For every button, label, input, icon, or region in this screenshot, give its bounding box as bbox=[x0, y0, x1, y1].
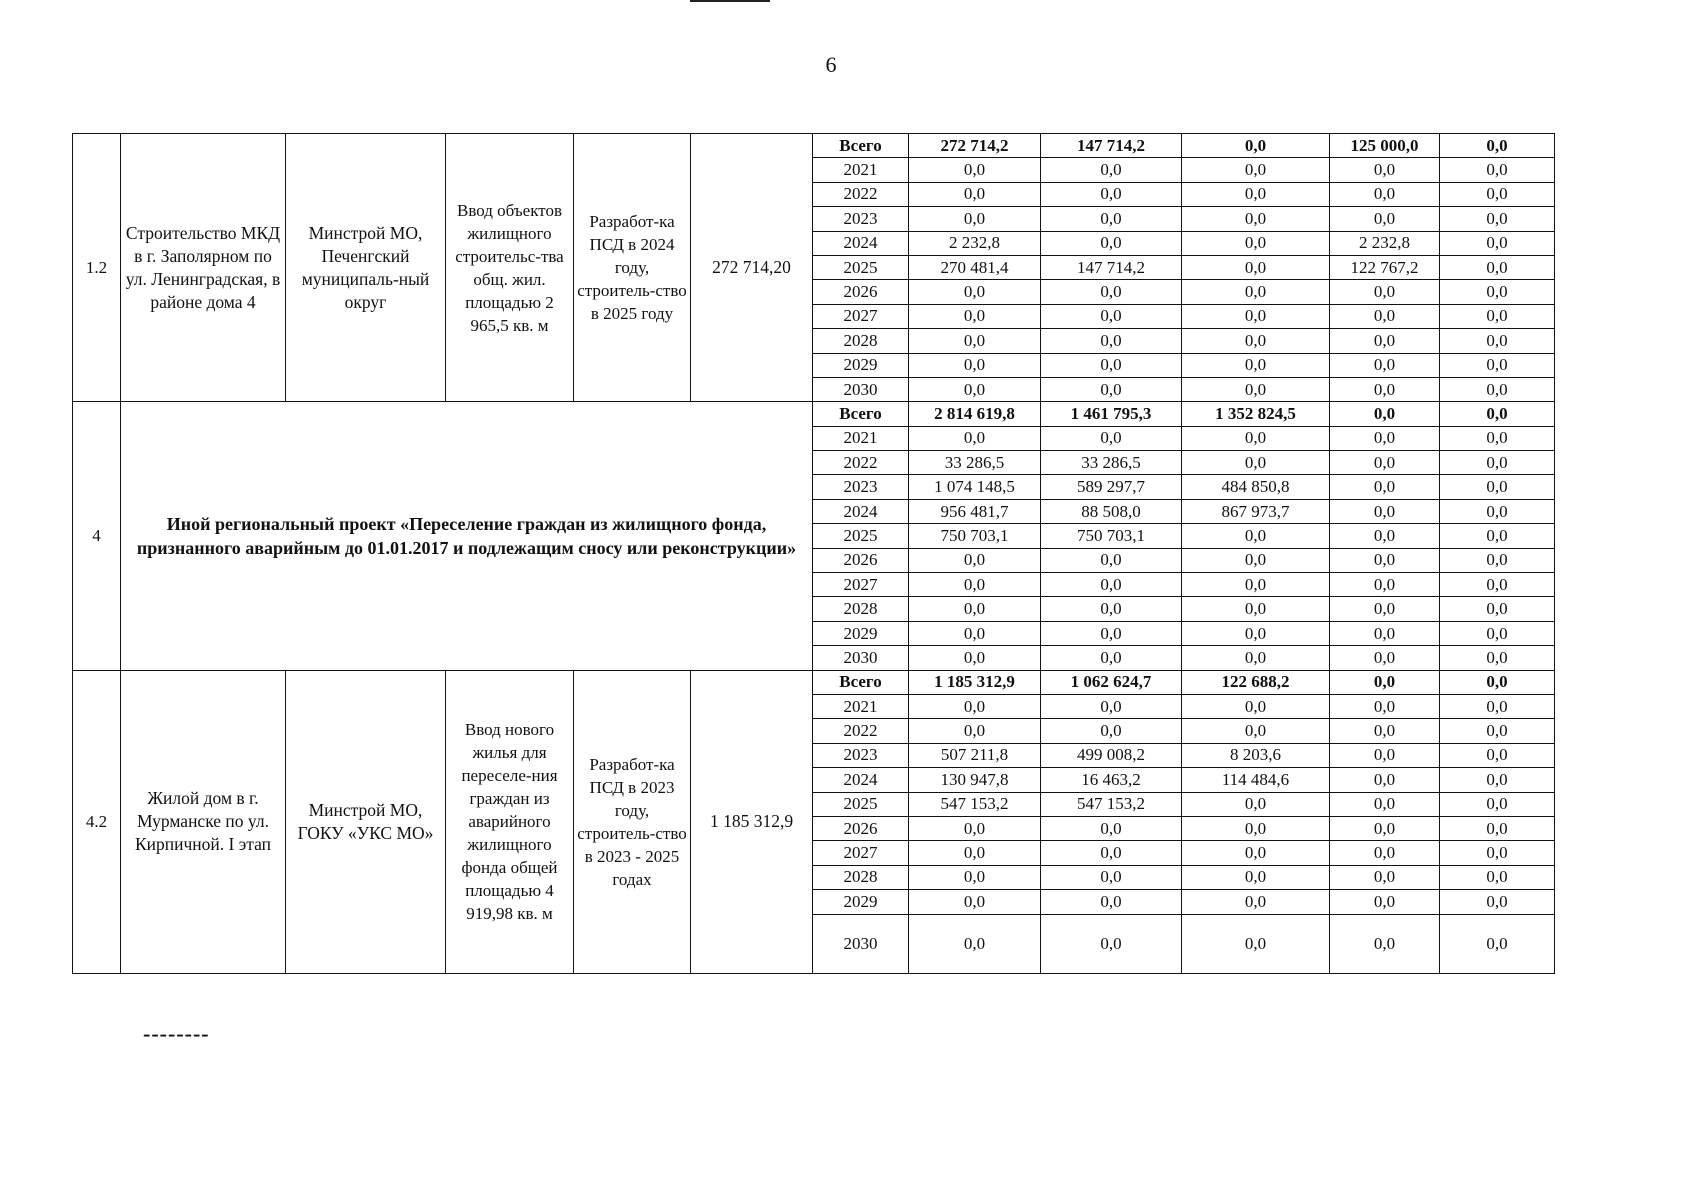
year-cell: 2028 bbox=[813, 597, 909, 621]
timing: Разработ-ка ПСД в 2023 году, строитель-ство в 2023 - 2025 годах bbox=[574, 670, 691, 973]
finance-value: 0,0 bbox=[909, 377, 1041, 401]
finance-value: 0,0 bbox=[1440, 451, 1555, 475]
page-number: 6 bbox=[825, 52, 837, 77]
year-cell: 2021 bbox=[813, 694, 909, 718]
program-table bbox=[72, 133, 1555, 974]
finance-value: 270 481,4 bbox=[909, 255, 1041, 279]
finance-value: 0,0 bbox=[1041, 280, 1182, 304]
finance-value: 0,0 bbox=[1182, 377, 1330, 401]
finance-value: 0,0 bbox=[1440, 134, 1555, 158]
finance-value: 0,0 bbox=[1330, 158, 1440, 182]
finance-value: 0,0 bbox=[909, 207, 1041, 231]
finance-value: 0,0 bbox=[1330, 841, 1440, 865]
finance-value: 1 074 148,5 bbox=[909, 475, 1041, 499]
finance-value: 0,0 bbox=[1440, 621, 1555, 645]
finance-value: 0,0 bbox=[1440, 743, 1555, 767]
finance-value: 0,0 bbox=[1182, 207, 1330, 231]
finance-value: 0,0 bbox=[1330, 743, 1440, 767]
finance-value: 0,0 bbox=[1330, 207, 1440, 231]
finance-value: 547 153,2 bbox=[909, 792, 1041, 816]
finance-value: 0,0 bbox=[1182, 451, 1330, 475]
finance-value: 122 767,2 bbox=[1330, 255, 1440, 279]
finance-value: 0,0 bbox=[909, 548, 1041, 572]
finance-value: 0,0 bbox=[1041, 646, 1182, 670]
finance-value: 0,0 bbox=[1330, 280, 1440, 304]
finance-value: 0,0 bbox=[1330, 914, 1440, 973]
finance-value: 2 814 619,8 bbox=[909, 402, 1041, 426]
finance-value: 0,0 bbox=[909, 280, 1041, 304]
table-row bbox=[73, 402, 1555, 426]
finance-value: 0,0 bbox=[1330, 377, 1440, 401]
finance-value: 0,0 bbox=[909, 597, 1041, 621]
year-cell: 2021 bbox=[813, 426, 909, 450]
finance-value: 0,0 bbox=[1041, 426, 1182, 450]
finance-value: 0,0 bbox=[1440, 402, 1555, 426]
finance-value: 0,0 bbox=[1041, 377, 1182, 401]
finance-value: 0,0 bbox=[1182, 621, 1330, 645]
finance-value: 0,0 bbox=[1182, 914, 1330, 973]
finance-value: 0,0 bbox=[909, 841, 1041, 865]
finance-value: 114 484,6 bbox=[1182, 768, 1330, 792]
finance-value: 0,0 bbox=[1330, 304, 1440, 328]
finance-value: 589 297,7 bbox=[1041, 475, 1182, 499]
finance-value: 0,0 bbox=[1440, 816, 1555, 840]
finance-value: 0,0 bbox=[909, 304, 1041, 328]
finance-value: 0,0 bbox=[1041, 719, 1182, 743]
finance-value: 0,0 bbox=[1440, 231, 1555, 255]
year-cell: 2023 bbox=[813, 207, 909, 231]
year-cell: 2028 bbox=[813, 329, 909, 353]
finance-value: 0,0 bbox=[1440, 914, 1555, 973]
finance-value: 547 153,2 bbox=[1041, 792, 1182, 816]
year-cell: 2026 bbox=[813, 280, 909, 304]
total-cost: 1 185 312,9 bbox=[691, 670, 813, 973]
finance-value: 0,0 bbox=[1182, 134, 1330, 158]
finance-value: 0,0 bbox=[1182, 816, 1330, 840]
finance-value: 0,0 bbox=[1440, 768, 1555, 792]
finance-value: 0,0 bbox=[1041, 597, 1182, 621]
finance-value: 0,0 bbox=[1041, 573, 1182, 597]
finance-value: 1 352 824,5 bbox=[1182, 402, 1330, 426]
finance-value: 0,0 bbox=[1440, 548, 1555, 572]
finance-value: 0,0 bbox=[909, 719, 1041, 743]
finance-value: 499 008,2 bbox=[1041, 743, 1182, 767]
finance-value: 0,0 bbox=[1330, 329, 1440, 353]
finance-value: 0,0 bbox=[1440, 524, 1555, 548]
year-cell: 2029 bbox=[813, 621, 909, 645]
finance-value: 0,0 bbox=[1182, 231, 1330, 255]
object-name: Строительство МКД в г. Заполярном по ул. Ленинградская, в районе дома 4 bbox=[121, 134, 286, 402]
finance-value: 0,0 bbox=[1182, 719, 1330, 743]
finance-value: 0,0 bbox=[909, 182, 1041, 206]
year-cell: 2028 bbox=[813, 865, 909, 889]
finance-value: 147 714,2 bbox=[1041, 255, 1182, 279]
year-cell: 2029 bbox=[813, 890, 909, 914]
total-cost: 272 714,20 bbox=[691, 134, 813, 402]
year-cell: 2022 bbox=[813, 182, 909, 206]
finance-value: 0,0 bbox=[1041, 207, 1182, 231]
finance-value: 0,0 bbox=[1182, 280, 1330, 304]
finance-value: 0,0 bbox=[1440, 182, 1555, 206]
finance-value: 0,0 bbox=[1330, 694, 1440, 718]
finance-value: 33 286,5 bbox=[1041, 451, 1182, 475]
finance-value: 2 232,8 bbox=[1330, 231, 1440, 255]
year-cell: 2022 bbox=[813, 451, 909, 475]
finance-value: 0,0 bbox=[1330, 451, 1440, 475]
finance-value: 0,0 bbox=[1330, 353, 1440, 377]
finance-value: 0,0 bbox=[1330, 719, 1440, 743]
finance-value: 0,0 bbox=[909, 816, 1041, 840]
finance-value: 0,0 bbox=[1182, 841, 1330, 865]
finance-value: 0,0 bbox=[1182, 865, 1330, 889]
finance-value: 0,0 bbox=[1041, 841, 1182, 865]
year-cell: 2023 bbox=[813, 743, 909, 767]
finance-value: 0,0 bbox=[1440, 353, 1555, 377]
year-cell: 2025 bbox=[813, 524, 909, 548]
finance-value: 0,0 bbox=[1182, 329, 1330, 353]
finance-value: 0,0 bbox=[1330, 524, 1440, 548]
year-cell: 2025 bbox=[813, 255, 909, 279]
finance-value: 0,0 bbox=[1041, 865, 1182, 889]
finance-value: 130 947,8 bbox=[909, 768, 1041, 792]
finance-value: 0,0 bbox=[1041, 182, 1182, 206]
finance-value: 0,0 bbox=[1182, 524, 1330, 548]
finance-value: 1 185 312,9 bbox=[909, 670, 1041, 694]
finance-value: 0,0 bbox=[1182, 426, 1330, 450]
finance-value: 0,0 bbox=[909, 329, 1041, 353]
table-row bbox=[73, 134, 1555, 158]
finance-value: 0,0 bbox=[1041, 548, 1182, 572]
finance-value: 867 973,7 bbox=[1182, 499, 1330, 523]
finance-value: 0,0 bbox=[909, 890, 1041, 914]
finance-value: 0,0 bbox=[1330, 426, 1440, 450]
executor: Минстрой МО, Печенгский муниципаль-ный округ bbox=[286, 134, 446, 402]
finance-value: 0,0 bbox=[909, 621, 1041, 645]
finance-value: 272 714,2 bbox=[909, 134, 1041, 158]
finance-value: 507 211,8 bbox=[909, 743, 1041, 767]
finance-value: 0,0 bbox=[1182, 890, 1330, 914]
finance-value: 0,0 bbox=[1330, 402, 1440, 426]
year-cell: Всего bbox=[813, 402, 909, 426]
year-cell: 2021 bbox=[813, 158, 909, 182]
end-mark: -------- bbox=[143, 1021, 210, 1046]
project-title: Иной региональный проект «Переселение граждан из жилищного фонда, признанного аварийным до 01.01.2017 и подлежащим сносу или реконструкции» bbox=[121, 402, 813, 670]
finance-value: 147 714,2 bbox=[1041, 134, 1182, 158]
finance-value: 0,0 bbox=[1330, 499, 1440, 523]
finance-value: 0,0 bbox=[1041, 231, 1182, 255]
finance-value: 0,0 bbox=[1330, 597, 1440, 621]
finance-value: 0,0 bbox=[1440, 890, 1555, 914]
finance-value: 0,0 bbox=[909, 646, 1041, 670]
finance-value: 0,0 bbox=[1330, 816, 1440, 840]
finance-value: 750 703,1 bbox=[1041, 524, 1182, 548]
item-number: 1.2 bbox=[73, 134, 121, 402]
year-cell: 2024 bbox=[813, 499, 909, 523]
finance-value: 0,0 bbox=[1330, 621, 1440, 645]
finance-value: 0,0 bbox=[909, 353, 1041, 377]
finance-value: 0,0 bbox=[1041, 329, 1182, 353]
year-cell: 2026 bbox=[813, 548, 909, 572]
finance-value: 2 232,8 bbox=[909, 231, 1041, 255]
top-underline-mark bbox=[690, 0, 770, 2]
finance-value: 0,0 bbox=[1440, 426, 1555, 450]
finance-value: 0,0 bbox=[1330, 182, 1440, 206]
year-cell: 2025 bbox=[813, 792, 909, 816]
finance-value: 33 286,5 bbox=[909, 451, 1041, 475]
finance-value: 0,0 bbox=[1330, 646, 1440, 670]
finance-value: 0,0 bbox=[1041, 304, 1182, 328]
finance-value: 0,0 bbox=[1182, 158, 1330, 182]
object-name: Жилой дом в г. Мурманске по ул. Кирпичной. I этап bbox=[121, 670, 286, 973]
year-cell: 2024 bbox=[813, 768, 909, 792]
finance-value: 0,0 bbox=[1041, 914, 1182, 973]
finance-value: 0,0 bbox=[1182, 792, 1330, 816]
finance-value: 0,0 bbox=[1182, 255, 1330, 279]
finance-value: 484 850,8 bbox=[1182, 475, 1330, 499]
finance-value: 0,0 bbox=[1182, 548, 1330, 572]
finance-value: 0,0 bbox=[909, 865, 1041, 889]
year-cell: 2023 bbox=[813, 475, 909, 499]
finance-value: 0,0 bbox=[1440, 573, 1555, 597]
year-cell: 2024 bbox=[813, 231, 909, 255]
finance-value: 0,0 bbox=[909, 914, 1041, 973]
finance-value: 0,0 bbox=[1041, 158, 1182, 182]
finance-value: 0,0 bbox=[1440, 719, 1555, 743]
finance-value: 0,0 bbox=[909, 694, 1041, 718]
finance-value: 0,0 bbox=[1182, 597, 1330, 621]
finance-value: 0,0 bbox=[1440, 841, 1555, 865]
year-cell: 2026 bbox=[813, 816, 909, 840]
finance-value: 0,0 bbox=[1330, 670, 1440, 694]
finance-value: 0,0 bbox=[1330, 865, 1440, 889]
finance-value: 0,0 bbox=[1330, 768, 1440, 792]
finance-value: 0,0 bbox=[1182, 182, 1330, 206]
year-cell: 2027 bbox=[813, 841, 909, 865]
finance-value: 0,0 bbox=[1041, 816, 1182, 840]
finance-value: 0,0 bbox=[1330, 475, 1440, 499]
finance-value: 0,0 bbox=[1440, 694, 1555, 718]
year-cell: 2027 bbox=[813, 304, 909, 328]
year-cell: 2029 bbox=[813, 353, 909, 377]
item-number: 4.2 bbox=[73, 670, 121, 973]
finance-value: 88 508,0 bbox=[1041, 499, 1182, 523]
finance-value: 750 703,1 bbox=[909, 524, 1041, 548]
year-cell: 2022 bbox=[813, 719, 909, 743]
finance-value: 0,0 bbox=[1041, 694, 1182, 718]
year-cell: 2030 bbox=[813, 914, 909, 973]
expected-result: Ввод нового жилья для переселе-ния граждан из аварийного жилищного фонда общей площадью 4 919,98 кв. м bbox=[446, 670, 574, 973]
finance-value: 0,0 bbox=[1440, 329, 1555, 353]
finance-value: 0,0 bbox=[1440, 865, 1555, 889]
finance-value: 0,0 bbox=[1041, 353, 1182, 377]
finance-value: 0,0 bbox=[1440, 792, 1555, 816]
finance-value: 122 688,2 bbox=[1182, 670, 1330, 694]
item-number: 4 bbox=[73, 402, 121, 670]
finance-value: 8 203,6 bbox=[1182, 743, 1330, 767]
finance-value: 1 461 795,3 bbox=[1041, 402, 1182, 426]
finance-value: 0,0 bbox=[909, 573, 1041, 597]
finance-value: 0,0 bbox=[1330, 573, 1440, 597]
finance-value: 0,0 bbox=[1440, 158, 1555, 182]
finance-value: 956 481,7 bbox=[909, 499, 1041, 523]
finance-value: 0,0 bbox=[1440, 646, 1555, 670]
finance-value: 0,0 bbox=[1440, 499, 1555, 523]
finance-value: 0,0 bbox=[1330, 548, 1440, 572]
finance-value: 0,0 bbox=[1182, 353, 1330, 377]
timing: Разработ-ка ПСД в 2024 году, строитель-ство в 2025 году bbox=[574, 134, 691, 402]
finance-value: 0,0 bbox=[1440, 475, 1555, 499]
finance-value: 125 000,0 bbox=[1330, 134, 1440, 158]
finance-value: 0,0 bbox=[1440, 304, 1555, 328]
table-row bbox=[73, 670, 1555, 694]
finance-value: 0,0 bbox=[1440, 207, 1555, 231]
finance-value: 0,0 bbox=[909, 158, 1041, 182]
year-cell: 2027 bbox=[813, 573, 909, 597]
year-cell: 2030 bbox=[813, 377, 909, 401]
finance-value: 0,0 bbox=[1041, 890, 1182, 914]
finance-value: 0,0 bbox=[1440, 670, 1555, 694]
year-cell: 2030 bbox=[813, 646, 909, 670]
finance-value: 0,0 bbox=[1330, 890, 1440, 914]
expected-result: Ввод объектов жилищного строительс-тва общ. жил. площадью 2 965,5 кв. м bbox=[446, 134, 574, 402]
finance-value: 16 463,2 bbox=[1041, 768, 1182, 792]
year-cell: Всего bbox=[813, 670, 909, 694]
finance-value: 0,0 bbox=[1182, 646, 1330, 670]
finance-value: 0,0 bbox=[1440, 280, 1555, 304]
finance-value: 0,0 bbox=[1041, 621, 1182, 645]
executor: Минстрой МО, ГОКУ «УКС МО» bbox=[286, 670, 446, 973]
finance-value: 0,0 bbox=[1182, 573, 1330, 597]
year-cell: Всего bbox=[813, 134, 909, 158]
finance-value: 0,0 bbox=[909, 426, 1041, 450]
finance-value: 0,0 bbox=[1330, 792, 1440, 816]
finance-value: 0,0 bbox=[1440, 255, 1555, 279]
finance-value: 0,0 bbox=[1182, 304, 1330, 328]
finance-value: 0,0 bbox=[1182, 694, 1330, 718]
finance-value: 0,0 bbox=[1440, 597, 1555, 621]
finance-value: 0,0 bbox=[1440, 377, 1555, 401]
finance-value: 1 062 624,7 bbox=[1041, 670, 1182, 694]
